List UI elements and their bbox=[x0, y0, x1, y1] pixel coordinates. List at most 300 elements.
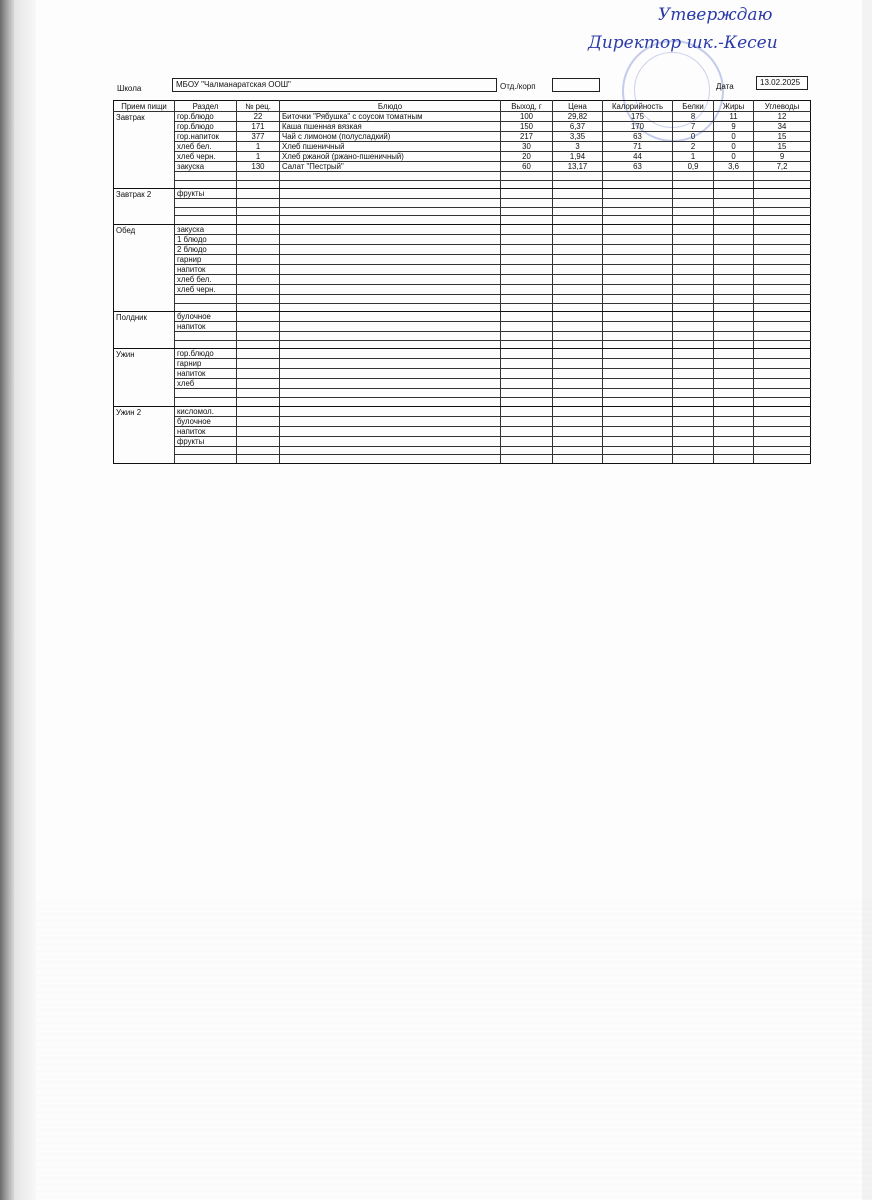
dish-cell bbox=[280, 389, 501, 398]
table-row bbox=[114, 303, 811, 312]
kcal-cell bbox=[603, 284, 673, 294]
table-row bbox=[114, 446, 811, 455]
dish-cell: Хлеб пшеничный bbox=[280, 142, 501, 152]
section-cell: закуска bbox=[175, 224, 237, 234]
dish-cell bbox=[280, 172, 501, 181]
recipe-cell bbox=[237, 189, 280, 199]
svg-text:Утверждаю: Утверждаю bbox=[658, 5, 773, 25]
carbs-cell: 12 bbox=[754, 112, 811, 122]
col-header: Прием пищи bbox=[114, 101, 175, 112]
kcal-cell bbox=[603, 446, 673, 455]
recipe-cell bbox=[237, 180, 280, 189]
price-cell bbox=[553, 172, 603, 181]
fat-cell bbox=[714, 406, 754, 416]
yield-cell: 150 bbox=[501, 122, 553, 132]
meal-name-cell: Ужин 2 bbox=[114, 406, 175, 463]
price-cell bbox=[553, 379, 603, 389]
carbs-cell bbox=[754, 397, 811, 406]
protein-cell bbox=[673, 224, 714, 234]
protein-cell bbox=[673, 397, 714, 406]
fat-cell bbox=[714, 416, 754, 426]
recipe-cell: 130 bbox=[237, 162, 280, 172]
protein-cell bbox=[673, 455, 714, 464]
table-row bbox=[114, 264, 811, 274]
fat-cell: 0 bbox=[714, 152, 754, 162]
kcal-cell bbox=[603, 332, 673, 341]
price-cell bbox=[553, 332, 603, 341]
carbs-cell bbox=[754, 406, 811, 416]
yield-cell bbox=[501, 455, 553, 464]
fat-cell bbox=[714, 274, 754, 284]
protein-cell bbox=[673, 189, 714, 199]
carbs-cell bbox=[754, 207, 811, 216]
recipe-cell bbox=[237, 322, 280, 332]
carbs-cell bbox=[754, 369, 811, 379]
kcal-cell bbox=[603, 234, 673, 244]
price-cell bbox=[553, 254, 603, 264]
dish-cell: Каша пшенная вязкая bbox=[280, 122, 501, 132]
price-cell: 1,94 bbox=[553, 152, 603, 162]
table-row bbox=[114, 426, 811, 436]
section-cell bbox=[175, 172, 237, 181]
carbs-cell: 34 bbox=[754, 122, 811, 132]
yield-cell bbox=[501, 284, 553, 294]
dish-cell bbox=[280, 294, 501, 303]
section-cell: напиток bbox=[175, 322, 237, 332]
yield-cell bbox=[501, 244, 553, 254]
carbs-cell bbox=[754, 244, 811, 254]
section-cell: гор.напиток bbox=[175, 132, 237, 142]
carbs-cell bbox=[754, 426, 811, 436]
yield-cell bbox=[501, 332, 553, 341]
section-cell bbox=[175, 294, 237, 303]
price-cell bbox=[553, 189, 603, 199]
carbs-cell bbox=[754, 274, 811, 284]
price-cell bbox=[553, 264, 603, 274]
section-cell: напиток bbox=[175, 369, 237, 379]
price-cell bbox=[553, 322, 603, 332]
school-field[interactable]: МБОУ "Чалманаратская ООШ" bbox=[172, 78, 497, 92]
fat-cell bbox=[714, 389, 754, 398]
fat-cell bbox=[714, 349, 754, 359]
dish-cell bbox=[280, 416, 501, 426]
col-header: Жиры bbox=[714, 101, 754, 112]
fat-cell bbox=[714, 379, 754, 389]
table-row bbox=[114, 416, 811, 426]
recipe-cell: 377 bbox=[237, 132, 280, 142]
kcal-cell bbox=[603, 199, 673, 208]
fat-cell bbox=[714, 234, 754, 244]
protein-cell: 0 bbox=[673, 132, 714, 142]
table-row bbox=[114, 406, 811, 416]
dish-cell bbox=[280, 379, 501, 389]
protein-cell bbox=[673, 172, 714, 181]
col-header: Выход, г bbox=[501, 101, 553, 112]
table-row bbox=[114, 199, 811, 208]
yield-cell bbox=[501, 294, 553, 303]
protein-cell bbox=[673, 284, 714, 294]
fat-cell bbox=[714, 446, 754, 455]
approval-signature bbox=[580, 0, 870, 70]
date-field[interactable]: 13.02.2025 bbox=[756, 76, 808, 90]
price-cell bbox=[553, 303, 603, 312]
yield-cell bbox=[501, 264, 553, 274]
carbs-cell bbox=[754, 180, 811, 189]
section-cell: фрукты bbox=[175, 189, 237, 199]
carbs-cell bbox=[754, 264, 811, 274]
recipe-cell bbox=[237, 234, 280, 244]
carbs-cell bbox=[754, 436, 811, 446]
kcal-cell bbox=[603, 207, 673, 216]
dish-cell bbox=[280, 274, 501, 284]
menu-body bbox=[114, 112, 811, 464]
dish-cell bbox=[280, 446, 501, 455]
fat-cell bbox=[714, 312, 754, 322]
table-row bbox=[114, 152, 811, 162]
kcal-cell bbox=[603, 294, 673, 303]
dish-cell bbox=[280, 436, 501, 446]
kcal-cell bbox=[603, 406, 673, 416]
carbs-cell: 15 bbox=[754, 132, 811, 142]
dish-cell bbox=[280, 264, 501, 274]
table-row bbox=[114, 224, 811, 234]
recipe-cell bbox=[237, 284, 280, 294]
yield-cell: 217 bbox=[501, 132, 553, 142]
meal-name-cell: Завтрак 2 bbox=[114, 189, 175, 225]
yield-cell bbox=[501, 379, 553, 389]
protein-cell: 2 bbox=[673, 142, 714, 152]
carbs-cell bbox=[754, 172, 811, 181]
carbs-cell bbox=[754, 322, 811, 332]
table-row bbox=[114, 274, 811, 284]
scan-edge-fade bbox=[14, 0, 36, 1200]
kcal-cell bbox=[603, 322, 673, 332]
recipe-cell bbox=[237, 303, 280, 312]
protein-cell bbox=[673, 264, 714, 274]
yield-cell bbox=[501, 216, 553, 225]
recipe-cell bbox=[237, 397, 280, 406]
yield-cell bbox=[501, 349, 553, 359]
fat-cell bbox=[714, 180, 754, 189]
recipe-cell bbox=[237, 216, 280, 225]
dept-label: Отд./корп bbox=[500, 82, 536, 91]
col-header: Углеводы bbox=[754, 101, 811, 112]
col-header: Калорийность bbox=[603, 101, 673, 112]
dept-field[interactable] bbox=[552, 78, 600, 92]
yield-cell bbox=[501, 369, 553, 379]
section-cell: хлеб черн. bbox=[175, 152, 237, 162]
carbs-cell bbox=[754, 189, 811, 199]
kcal-cell: 63 bbox=[603, 162, 673, 172]
section-cell bbox=[175, 332, 237, 341]
section-cell bbox=[175, 199, 237, 208]
protein-cell bbox=[673, 436, 714, 446]
recipe-cell bbox=[237, 455, 280, 464]
protein-cell bbox=[673, 274, 714, 284]
price-cell: 3,35 bbox=[553, 132, 603, 142]
dish-cell bbox=[280, 322, 501, 332]
dish-cell bbox=[280, 199, 501, 208]
kcal-cell bbox=[603, 303, 673, 312]
price-cell bbox=[553, 312, 603, 322]
recipe-cell bbox=[237, 254, 280, 264]
carbs-cell bbox=[754, 294, 811, 303]
yield-cell bbox=[501, 189, 553, 199]
section-cell: гор.блюдо bbox=[175, 122, 237, 132]
dish-cell bbox=[280, 426, 501, 436]
carbs-cell bbox=[754, 340, 811, 349]
kcal-cell bbox=[603, 349, 673, 359]
recipe-cell bbox=[237, 446, 280, 455]
kcal-cell: 71 bbox=[603, 142, 673, 152]
kcal-cell bbox=[603, 312, 673, 322]
kcal-cell bbox=[603, 340, 673, 349]
protein-cell bbox=[673, 359, 714, 369]
recipe-cell bbox=[237, 416, 280, 426]
price-cell bbox=[553, 369, 603, 379]
recipe-cell bbox=[237, 224, 280, 234]
price-cell bbox=[553, 406, 603, 416]
dish-cell bbox=[280, 284, 501, 294]
protein-cell bbox=[673, 254, 714, 264]
carbs-cell bbox=[754, 199, 811, 208]
table-row bbox=[114, 294, 811, 303]
section-cell bbox=[175, 455, 237, 464]
table-row bbox=[114, 332, 811, 341]
fat-cell bbox=[714, 224, 754, 234]
table-row bbox=[114, 122, 811, 132]
yield-cell bbox=[501, 406, 553, 416]
section-cell: хлеб черн. bbox=[175, 284, 237, 294]
section-cell bbox=[175, 180, 237, 189]
table-row bbox=[114, 162, 811, 172]
dish-cell bbox=[280, 332, 501, 341]
fat-cell bbox=[714, 359, 754, 369]
yield-cell: 100 bbox=[501, 112, 553, 122]
price-cell bbox=[553, 340, 603, 349]
price-cell bbox=[553, 349, 603, 359]
protein-cell bbox=[673, 379, 714, 389]
dish-cell bbox=[280, 216, 501, 225]
section-cell: булочное bbox=[175, 312, 237, 322]
protein-cell bbox=[673, 389, 714, 398]
yield-cell bbox=[501, 199, 553, 208]
protein-cell: 8 bbox=[673, 112, 714, 122]
price-cell bbox=[553, 199, 603, 208]
protein-cell bbox=[673, 199, 714, 208]
kcal-cell bbox=[603, 180, 673, 189]
section-cell bbox=[175, 303, 237, 312]
price-cell bbox=[553, 359, 603, 369]
table-row bbox=[114, 244, 811, 254]
price-cell bbox=[553, 455, 603, 464]
recipe-cell bbox=[237, 349, 280, 359]
fat-cell bbox=[714, 284, 754, 294]
kcal-cell bbox=[603, 379, 673, 389]
carbs-cell: 15 bbox=[754, 142, 811, 152]
carbs-cell: 7,2 bbox=[754, 162, 811, 172]
price-cell bbox=[553, 234, 603, 244]
price-cell bbox=[553, 294, 603, 303]
scan-edge-shadow bbox=[0, 0, 14, 1200]
meal-name-cell: Завтрак bbox=[114, 112, 175, 189]
carbs-cell bbox=[754, 303, 811, 312]
recipe-cell: 171 bbox=[237, 122, 280, 132]
fat-cell bbox=[714, 254, 754, 264]
section-cell: закуска bbox=[175, 162, 237, 172]
price-cell bbox=[553, 224, 603, 234]
recipe-cell: 1 bbox=[237, 142, 280, 152]
dish-cell bbox=[280, 234, 501, 244]
yield-cell bbox=[501, 172, 553, 181]
kcal-cell bbox=[603, 359, 673, 369]
fat-cell bbox=[714, 294, 754, 303]
dish-cell bbox=[280, 207, 501, 216]
table-row bbox=[114, 216, 811, 225]
table-row bbox=[114, 132, 811, 142]
yield-cell bbox=[501, 180, 553, 189]
price-cell: 13,17 bbox=[553, 162, 603, 172]
yield-cell bbox=[501, 312, 553, 322]
recipe-cell bbox=[237, 312, 280, 322]
section-cell: булочное bbox=[175, 416, 237, 426]
kcal-cell bbox=[603, 216, 673, 225]
protein-cell: 7 bbox=[673, 122, 714, 132]
dish-cell: Чай с лимоном (полусладкий) bbox=[280, 132, 501, 142]
recipe-cell bbox=[237, 369, 280, 379]
fat-cell bbox=[714, 216, 754, 225]
carbs-cell bbox=[754, 284, 811, 294]
section-cell: гор.блюдо bbox=[175, 112, 237, 122]
meal-name-cell: Полдник bbox=[114, 312, 175, 349]
price-cell bbox=[553, 389, 603, 398]
protein-cell bbox=[673, 180, 714, 189]
section-cell bbox=[175, 216, 237, 225]
fat-cell bbox=[714, 455, 754, 464]
fat-cell: 11 bbox=[714, 112, 754, 122]
kcal-cell: 44 bbox=[603, 152, 673, 162]
recipe-cell bbox=[237, 389, 280, 398]
dish-cell: Хлеб ржаной (ржано-пшеничный) bbox=[280, 152, 501, 162]
carbs-cell bbox=[754, 379, 811, 389]
recipe-cell bbox=[237, 274, 280, 284]
recipe-cell bbox=[237, 207, 280, 216]
fat-cell bbox=[714, 332, 754, 341]
protein-cell bbox=[673, 332, 714, 341]
col-header: Раздел bbox=[175, 101, 237, 112]
protein-cell bbox=[673, 369, 714, 379]
fat-cell bbox=[714, 244, 754, 254]
kcal-cell bbox=[603, 416, 673, 426]
section-cell: хлеб бел. bbox=[175, 274, 237, 284]
recipe-cell bbox=[237, 436, 280, 446]
recipe-cell bbox=[237, 379, 280, 389]
section-cell bbox=[175, 397, 237, 406]
section-cell bbox=[175, 207, 237, 216]
table-row bbox=[114, 234, 811, 244]
dish-cell bbox=[280, 359, 501, 369]
fat-cell bbox=[714, 199, 754, 208]
yield-cell bbox=[501, 234, 553, 244]
table-header-row bbox=[114, 101, 811, 112]
recipe-cell bbox=[237, 244, 280, 254]
carbs-cell bbox=[754, 312, 811, 322]
kcal-cell bbox=[603, 172, 673, 181]
kcal-cell: 175 bbox=[603, 112, 673, 122]
dish-cell bbox=[280, 397, 501, 406]
fat-cell bbox=[714, 426, 754, 436]
table-row bbox=[114, 349, 811, 359]
yield-cell: 30 bbox=[501, 142, 553, 152]
fat-cell: 9 bbox=[714, 122, 754, 132]
dish-cell: Биточки "Рябушка" с соусом томатным bbox=[280, 112, 501, 122]
table-row bbox=[114, 379, 811, 389]
price-cell bbox=[553, 284, 603, 294]
kcal-cell bbox=[603, 436, 673, 446]
dish-cell bbox=[280, 369, 501, 379]
protein-cell bbox=[673, 426, 714, 436]
col-header: Блюдо bbox=[280, 101, 501, 112]
section-cell: хлеб bbox=[175, 379, 237, 389]
svg-text:Директор шк.-Кесеи: Директор шк.-Кесеи bbox=[588, 33, 778, 53]
kcal-cell bbox=[603, 426, 673, 436]
kcal-cell bbox=[603, 264, 673, 274]
carbs-cell bbox=[754, 349, 811, 359]
section-cell: гор.блюдо bbox=[175, 349, 237, 359]
dish-cell: Салат "Пестрый" bbox=[280, 162, 501, 172]
yield-cell bbox=[501, 340, 553, 349]
carbs-cell bbox=[754, 332, 811, 341]
protein-cell bbox=[673, 416, 714, 426]
meal-name-cell: Ужин bbox=[114, 349, 175, 406]
price-cell bbox=[553, 446, 603, 455]
date-label: Дата bbox=[716, 82, 734, 91]
fat-cell: 0 bbox=[714, 132, 754, 142]
yield-cell bbox=[501, 436, 553, 446]
protein-cell: 1 bbox=[673, 152, 714, 162]
dish-cell bbox=[280, 180, 501, 189]
protein-cell bbox=[673, 349, 714, 359]
fat-cell bbox=[714, 207, 754, 216]
col-header: № рец. bbox=[237, 101, 280, 112]
recipe-cell bbox=[237, 332, 280, 341]
carbs-cell bbox=[754, 234, 811, 244]
dish-cell bbox=[280, 349, 501, 359]
protein-cell bbox=[673, 340, 714, 349]
dish-cell bbox=[280, 224, 501, 234]
recipe-cell bbox=[237, 294, 280, 303]
dish-cell bbox=[280, 254, 501, 264]
dish-cell bbox=[280, 406, 501, 416]
kcal-cell bbox=[603, 224, 673, 234]
kcal-cell bbox=[603, 244, 673, 254]
price-cell: 3 bbox=[553, 142, 603, 152]
protein-cell bbox=[673, 234, 714, 244]
protein-cell bbox=[673, 312, 714, 322]
protein-cell bbox=[673, 322, 714, 332]
table-row bbox=[114, 284, 811, 294]
fat-cell: 0 bbox=[714, 142, 754, 152]
protein-cell bbox=[673, 207, 714, 216]
table-row bbox=[114, 397, 811, 406]
table-row bbox=[114, 254, 811, 264]
scan-grain bbox=[36, 900, 872, 1200]
fat-cell bbox=[714, 172, 754, 181]
yield-cell: 60 bbox=[501, 162, 553, 172]
dish-cell bbox=[280, 340, 501, 349]
recipe-cell: 22 bbox=[237, 112, 280, 122]
carbs-cell bbox=[754, 455, 811, 464]
